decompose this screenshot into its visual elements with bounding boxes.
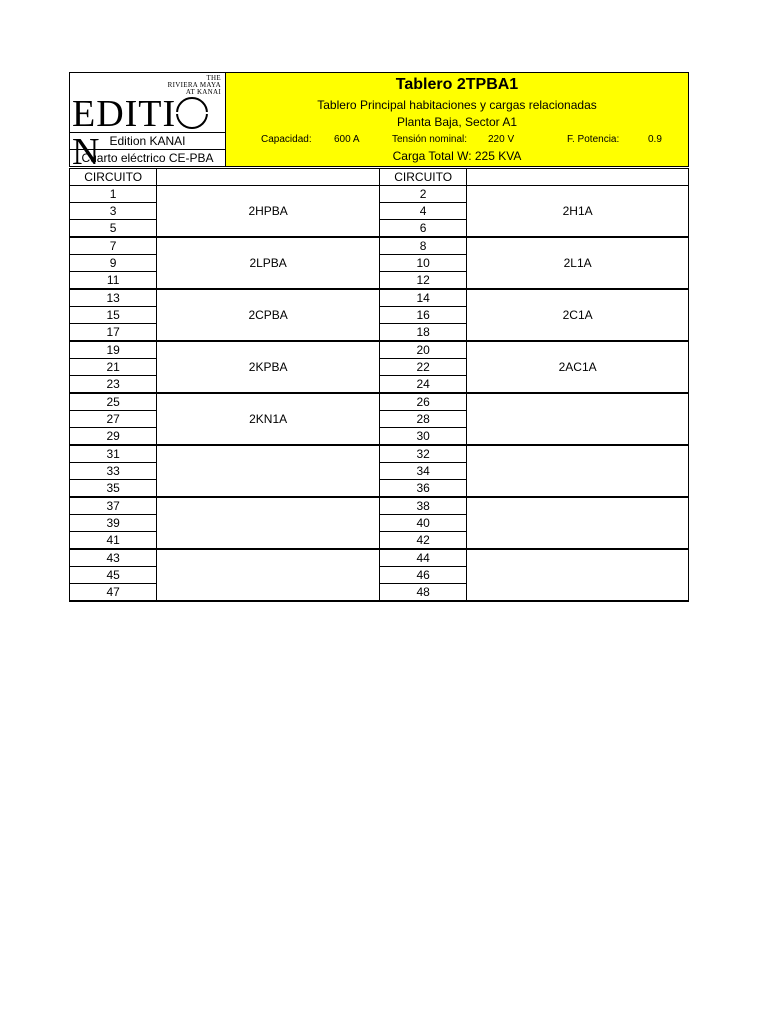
- sheet-header: [69, 72, 689, 173]
- left-circuit-number: 25: [70, 393, 157, 411]
- right-load-name: [467, 549, 689, 601]
- right-circuit-number: 44: [380, 549, 467, 567]
- left-circuit-header: CIRCUITO: [70, 169, 157, 186]
- right-circuit-header: CIRCUITO: [380, 169, 467, 186]
- table-row: [70, 497, 689, 515]
- right-circuit-number: 4: [380, 203, 467, 220]
- left-load-name: 2LPBA: [157, 237, 380, 289]
- left-circuit-number: 41: [70, 532, 157, 550]
- left-circuit-number: 15: [70, 307, 157, 324]
- capacity-label: Capacidad:: [261, 134, 312, 145]
- left-circuit-number: 39: [70, 515, 157, 532]
- site-name: Edition KANAI: [70, 132, 226, 149]
- left-circuit-number: 21: [70, 359, 157, 376]
- logo-line-riviera-maya: RIVIERA MAYA: [167, 81, 221, 89]
- room-name: Cuarto eléctrico CE-PBA: [70, 149, 226, 166]
- left-circuit-number: 11: [70, 272, 157, 290]
- title-block: [226, 73, 688, 166]
- right-circuit-number: 24: [380, 376, 467, 394]
- voltage-label: Tensión nominal:: [392, 134, 468, 145]
- voltage-value: 220 V: [488, 134, 515, 145]
- panel-specs: [226, 134, 688, 148]
- left-circuit-number: 33: [70, 463, 157, 480]
- left-load-name: [157, 497, 380, 549]
- power-factor-label: F. Potencia:: [567, 134, 620, 145]
- panel-title: Tablero 2TPBA1: [395, 76, 519, 93]
- left-load-name: [157, 549, 380, 601]
- right-circuit-number: 34: [380, 463, 467, 480]
- left-load-name: [157, 445, 380, 497]
- panel-location: Planta Baja, Sector A1: [396, 115, 518, 129]
- right-circuit-number: 2: [380, 186, 467, 203]
- table-header-row: [70, 169, 689, 186]
- left-circuit-number: 37: [70, 497, 157, 515]
- right-circuit-number: 22: [380, 359, 467, 376]
- right-load-name: [467, 393, 689, 445]
- right-load-name: 2C1A: [467, 289, 689, 341]
- left-load-name: 2KPBA: [157, 341, 380, 393]
- total-load: Carga Total W: 225 KVA: [392, 149, 522, 163]
- left-load-header: [157, 169, 380, 186]
- logo-line-the: THE: [206, 74, 221, 82]
- right-circuit-number: 46: [380, 567, 467, 584]
- left-circuit-number: 29: [70, 428, 157, 446]
- right-load-name: [467, 445, 689, 497]
- left-circuit-number: 5: [70, 220, 157, 238]
- right-circuit-number: 20: [380, 341, 467, 359]
- right-load-name: 2H1A: [467, 186, 689, 238]
- right-circuit-number: 6: [380, 220, 467, 238]
- table-row: [70, 341, 689, 359]
- right-circuit-number: 38: [380, 497, 467, 515]
- right-circuit-number: 8: [380, 237, 467, 255]
- table-row: [70, 549, 689, 567]
- left-circuit-number: 7: [70, 237, 157, 255]
- right-circuit-number: 32: [380, 445, 467, 463]
- left-circuit-number: 9: [70, 255, 157, 272]
- left-circuit-number: 27: [70, 411, 157, 428]
- right-load-header: [467, 169, 689, 186]
- right-circuit-number: 48: [380, 584, 467, 602]
- table-row: [70, 445, 689, 463]
- left-load-name: 2HPBA: [157, 186, 380, 238]
- right-load-name: 2AC1A: [467, 341, 689, 393]
- right-load-name: [467, 497, 689, 549]
- left-circuit-number: 35: [70, 480, 157, 498]
- panel-schedule-sheet: [69, 72, 689, 602]
- left-circuit-number: 23: [70, 376, 157, 394]
- table-row: [70, 289, 689, 307]
- left-circuit-number: 31: [70, 445, 157, 463]
- table-row: [70, 186, 689, 203]
- right-circuit-number: 16: [380, 307, 467, 324]
- panel-subtitle: Tablero Principal habitaciones y cargas relacionadas: [317, 98, 597, 112]
- right-circuit-number: 40: [380, 515, 467, 532]
- left-load-name: 2CPBA: [157, 289, 380, 341]
- right-circuit-number: 26: [380, 393, 467, 411]
- left-circuit-number: 13: [70, 289, 157, 307]
- left-circuit-number: 43: [70, 549, 157, 567]
- right-circuit-number: 42: [380, 532, 467, 550]
- right-circuit-number: 10: [380, 255, 467, 272]
- left-circuit-number: 1: [70, 186, 157, 203]
- left-circuit-number: 3: [70, 203, 157, 220]
- right-circuit-number: 36: [380, 480, 467, 498]
- table-row: [70, 237, 689, 255]
- right-circuit-number: 28: [380, 411, 467, 428]
- left-load-name: 2KN1A: [157, 393, 380, 445]
- right-circuit-number: 18: [380, 324, 467, 342]
- left-circuit-number: 19: [70, 341, 157, 359]
- logo-line-at-kanai: AT KANAI: [185, 88, 221, 96]
- right-circuit-number: 30: [380, 428, 467, 446]
- left-circuit-number: 47: [70, 584, 157, 602]
- left-circuit-number: 45: [70, 567, 157, 584]
- right-circuit-number: 14: [380, 289, 467, 307]
- table-row: [70, 393, 689, 411]
- capacity-value: 600 A: [334, 134, 360, 145]
- circuit-table: [69, 168, 689, 602]
- left-circuit-number: 17: [70, 324, 157, 342]
- right-circuit-number: 12: [380, 272, 467, 290]
- logo-wordmark: EDITIN: [72, 95, 225, 171]
- right-load-name: 2L1A: [467, 237, 689, 289]
- power-factor-value: 0.9: [648, 134, 662, 145]
